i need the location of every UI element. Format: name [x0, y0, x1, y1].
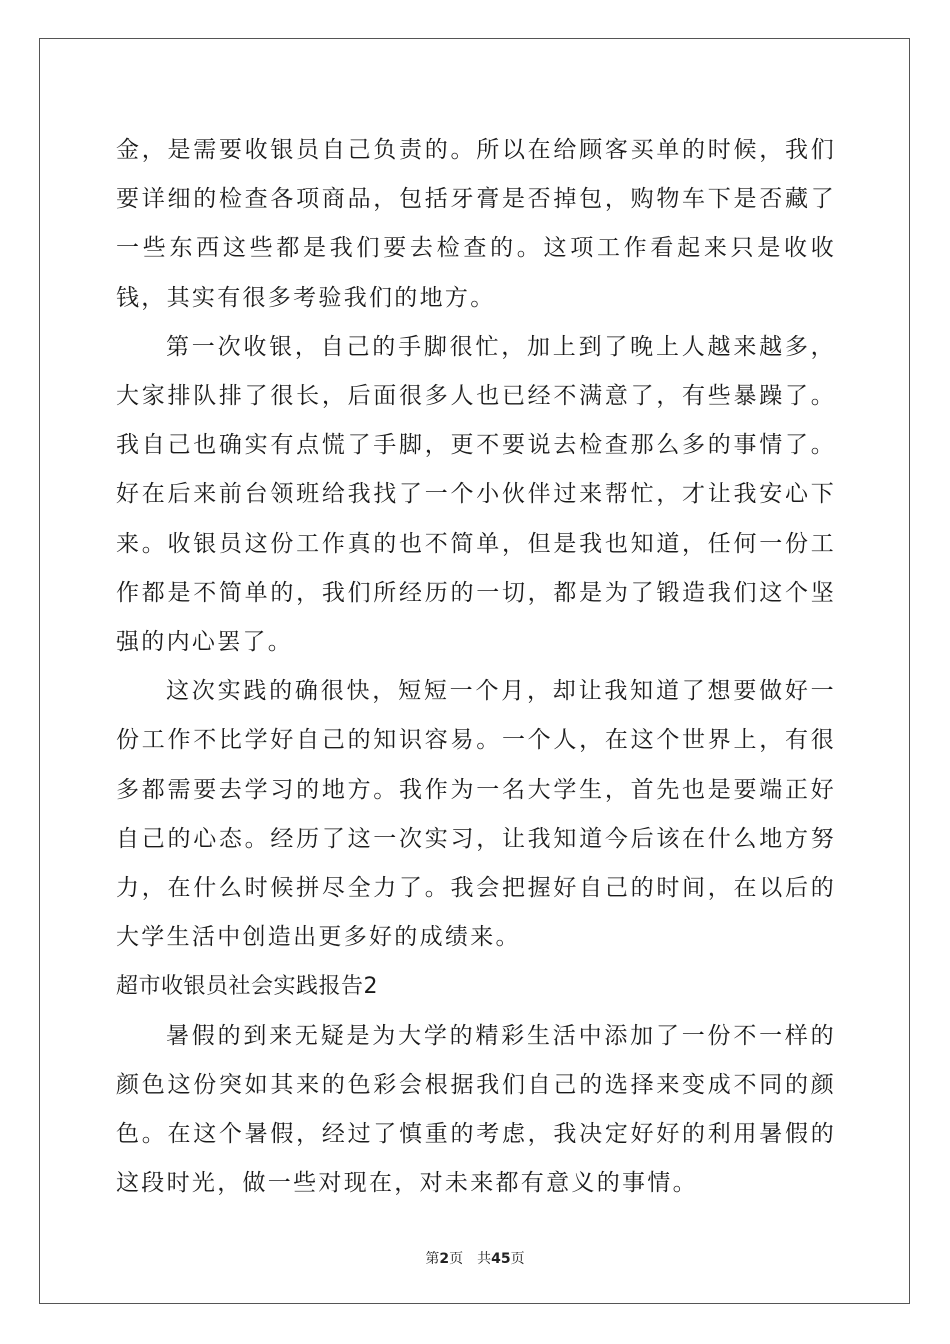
paragraph: 暑假的到来无疑是为大学的精彩生活中添加了一份不一样的颜色这份突如其来的色彩会根据我们自己的选择来变成不同的颜色。在这个暑假，经过了慎重的考虑，我决定好好的利用暑假的这段时光，做一些对现在，对未来都有意义的事情。: [116, 1022, 836, 1197]
page-prefix: 第: [425, 1251, 440, 1267]
page-footer: [0, 1248, 950, 1268]
section-heading: 超市收银员社会实践报告2: [116, 974, 378, 1000]
page-suffix: 页: [449, 1251, 464, 1267]
document-body: [116, 126, 836, 1208]
page-number: 2: [439, 1251, 450, 1267]
paragraph: 这次实践的确很快，短短一个月，却让我知道了想要做好一份工作不比学好自己的知识容易。一个人，在这个世界上，有很多都需要去学习的地方。我作为一名大学生，首先也是要端正好自己的心态。经历了这一次实习，让我知道今后该在什么地方努力，在什么时候拼尽全力了。我会把握好自己的时间，在以后的大学生活中创造出更多好的成绩来。: [116, 678, 836, 951]
paragraph-continuation: 金，是需要收银员自己负责的。所以在给顾客买单的时候，我们要详细的检查各项商品，包括牙膏是否掉包，购物车下是否藏了一些东西这些都是我们要去检查的。这项工作看起来只是收收钱，其实有很多考验我们的地方。: [116, 137, 836, 311]
total-prefix: 共: [477, 1251, 492, 1267]
total-suffix: 页: [510, 1251, 525, 1267]
paragraph: 第一次收银，自己的手脚很忙，加上到了晚上人越来越多，大家排队排了很长，后面很多人也已经不满意了，有些暴躁了。我自己也确实有点慌了手脚，更不要说去检查那么多的事情了。好在后来前台领班给我找了一个小伙伴过来帮忙，才让我安心下来。收银员这份工作真的也不简单，但是我也知道，任何一份工作都是不简单的，我们所经历的一切，都是为了锻造我们这个坚强的内心罢了。: [116, 333, 836, 656]
total-pages: 45: [491, 1251, 511, 1267]
